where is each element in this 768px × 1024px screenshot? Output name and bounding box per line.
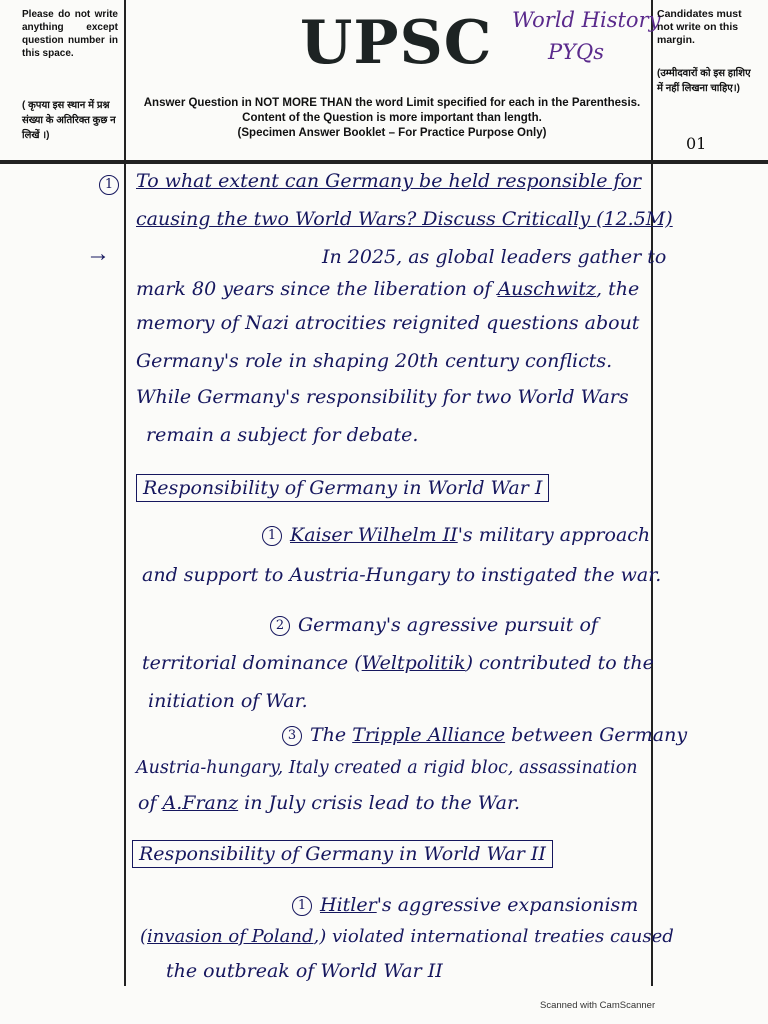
ww1-point-3-line-1 [282,724,687,746]
intro-line-5: While Germany's responsibility for two World Wars [136,386,629,408]
point-text: Germany's agressive pursuit of [298,614,598,636]
ww1-point-1-line-2: and support to Austria-Hungary to instigated the war. [142,564,662,586]
right-margin-note-hindi: (उम्मीदवारों को इस हाशिए में नहीं लिखना चाहिए।) [657,68,751,94]
question-number: 1 [99,175,119,195]
point-underlined: Hitler [320,894,377,916]
page-number: 01 [686,134,707,153]
header-bottom-rule [0,160,768,162]
scanner-watermark: Scanned with CamScanner [540,1000,656,1011]
ww2-point-1-line-1 [292,894,638,916]
ww1-point-2-line-2 [142,652,654,674]
point-underlined: Tripple Alliance [352,724,506,746]
point-text: The [310,724,353,746]
subject-tag-pyqs: PYQs [548,40,604,64]
instruction-line-3: (Specimen Answer Booklet – For Practice Purpose Only) [237,127,547,139]
point-text: 's military approach [457,524,651,546]
ww1-point-2-line-1 [270,614,598,636]
intro-text: mark 80 years since the liberation of [136,278,498,300]
point-text-end: ,) violated international treaties caused [313,926,674,947]
heading-ww2: Responsibility of Germany in World War II [132,840,553,868]
ww1-point-3-line-3 [138,792,520,814]
point-number: 2 [270,616,290,636]
point-underlined: A.Franz [162,792,239,814]
instruction-line-1: Answer Question in NOT MORE THAN the word Limit specified for each in the Parenthesis. [143,97,641,109]
intro-line-3: memory of Nazi atrocities reignited questions about [136,312,640,334]
point-text-end: ) contributed to the [465,652,654,674]
instruction-line-2: Content of the Question is more important than length. [242,112,542,124]
intro-text-end: , the [596,278,640,300]
point-underlined: Kaiser Wilhelm II [290,524,458,546]
point-text: of [138,792,163,814]
subject-tag: World History [512,8,661,32]
point-number: 1 [262,526,282,546]
point-text-end: in July crisis lead to the War. [238,792,520,814]
question-line-2: causing the two World Wars? Discuss Critically (12.5M) [136,208,673,230]
page-title: UPSC [300,8,493,78]
point-underlined: Weltpolitik [361,652,466,674]
question-line-1: To what extent can Germany be held responsible for [136,170,642,192]
intro-line-1: In 2025, as global leaders gather to [322,246,667,268]
point-text: ( [140,926,148,947]
left-margin-note-hindi: ( कृपया इस स्थान में प्रश्न संख्या के अतिरिक्त कुछ न लिखें ।) [22,100,116,141]
ww2-point-1-line-3: the outbreak of World War II [166,960,443,982]
point-number: 3 [282,726,302,746]
left-margin-rule [124,0,126,986]
right-margin-rule [651,0,653,986]
intro-underlined: Auschwitz [497,278,597,300]
ww1-point-1-line-1 [262,524,650,546]
intro-line-6: remain a subject for debate. [146,424,419,446]
point-text-end: between Germany [505,724,688,746]
arrow-icon: → [86,240,110,267]
intro-line-4: Germany's role in shaping 20th century conflicts. [136,350,613,372]
point-text: territorial dominance ( [142,652,362,674]
instructions [128,96,656,141]
left-margin-note: Please do not write anything except question number in this space. [22,9,118,59]
ww1-point-3-line-2: Austria-hungary, Italy created a rigid bloc, assassination [136,758,638,778]
point-text: 's aggressive expansionism [376,894,639,916]
right-margin-note: Candidates must not write on this margin. [657,8,742,46]
heading-ww1: Responsibility of Germany in World War I [136,474,549,502]
intro-line-2 [136,278,639,300]
point-number: 1 [292,896,312,916]
point-underlined: invasion of Poland [147,926,314,947]
ww1-point-2-line-3: initiation of War. [148,690,308,712]
ww2-point-1-line-2 [140,926,674,947]
